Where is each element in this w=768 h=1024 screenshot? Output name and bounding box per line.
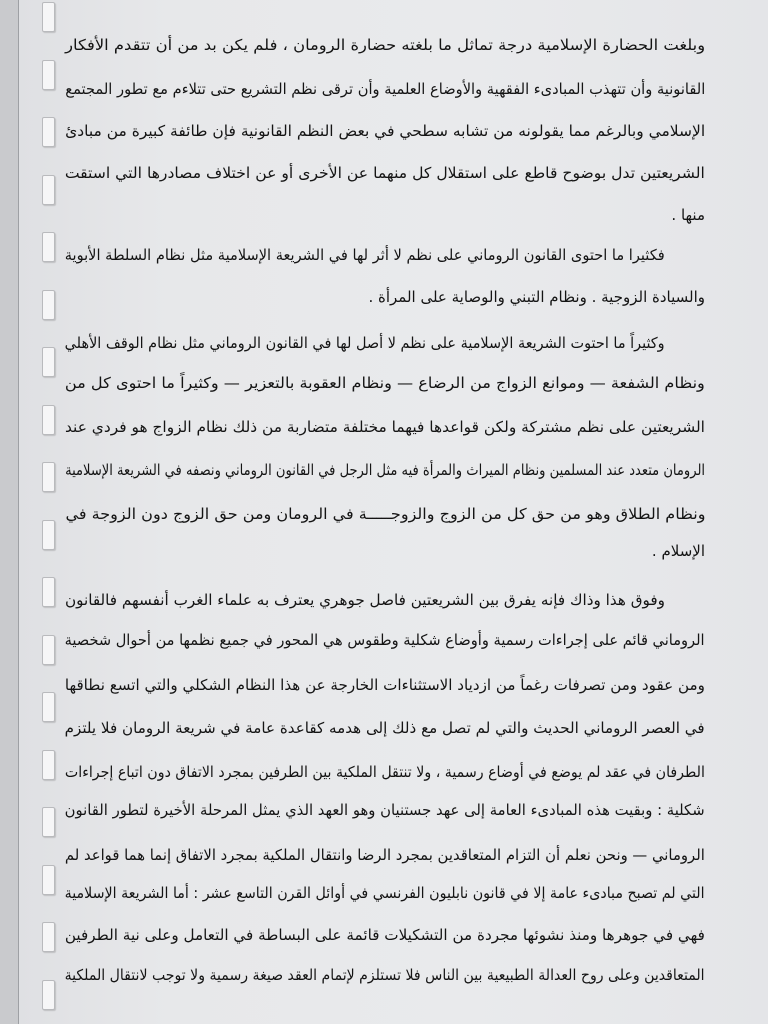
text-line	[65, 242, 665, 268]
binder-tab	[42, 60, 55, 90]
text-line-content: فكثيرا ما احتوى القانون الروماني على نظم لا أثر لها في الشريعة الإسلامية مثل نظام السلطة الأبوية	[65, 246, 665, 264]
text-line-content: وفوق هذا وذاك فإنه يفرق بين الشريعتين فاصل جوهري يعترف به علماء الغرب أنفسهم فالقانون	[65, 591, 665, 609]
text-line-content: الشريعتين على نظم مشتركة ولكن قواعدها فيهما مختلفة متضاربة من ذلك نظام الزواج هو فردي عند	[65, 418, 705, 436]
text-line-content: المتعاقدين وعلى روح العدالة الطبيعية بين الناس فلا تستلزم لإتمام العقد صيغة رسمية ولا توجب لانتقال الملكية	[65, 966, 705, 984]
binder-tab	[42, 462, 55, 492]
text-line-content: ومن عقود ومن تصرفات رغماً من ازدياد الاستثناءات الخارجة عن هذا النظام الشكلي والتي اتسع نطاقها	[65, 676, 705, 694]
text-line-content: القانونية وأن تتهذب المبادىء الفقهية والأوضاع العلمية وأن ترقى نظم التشريع حتى تتلاءم مع تطور المجتمع	[65, 80, 705, 98]
binder-tab	[42, 807, 55, 837]
text-line	[65, 284, 705, 310]
text-line-content: ونظام الطلاق وهو من حق كل من الزوج والزوجـــــة في الرومان ومن حق الزوج دون الزوجة في	[65, 505, 705, 523]
text-line-content: شكلية : وبقيت هذه المبادىء العامة إلى عهد جستنيان وهو العهد الذي يمثل المرحلة الأخيرة لتطور القانون	[65, 801, 705, 819]
binder-tab	[42, 175, 55, 205]
text-line	[65, 202, 705, 228]
text-line-content: التي لم تصبح مبادىء عامة إلا في قانون نابليون الفرنسي في أوائل القرن التاسع عشر : أما الشريعة الإسلامية	[65, 884, 705, 902]
text-line	[65, 160, 705, 186]
text-line-content: الرومان متعدد عند المسلمين ونظام الميراث والمرأة فيه مثل الرجل في القانون الروماني ونصفه في الشريعة الإسلامية	[65, 461, 705, 479]
binder-tab	[42, 577, 55, 607]
text-line-content: وكثيراً ما احتوت الشريعة الإسلامية على نظم لا أصل لها في القانون الروماني مثل نظام الوقف الأهلي	[65, 334, 665, 352]
binder-tab	[42, 750, 55, 780]
text-line-content: منها .	[671, 206, 705, 224]
text-line	[65, 457, 705, 483]
text-line	[65, 330, 665, 356]
text-line-content: الروماني قائم على إجراءات رسمية وأوضاع شكلية وطقوس هي المحور في جميع نظمها من أحوال شخصية	[65, 631, 705, 649]
binder-tab	[42, 290, 55, 320]
text-line-content: فهي في جوهرها ومنذ نشوئها مجردة من التشكيلات قائمة على البساطة في التعامل وعلى نية الطرفين	[65, 926, 705, 944]
text-line	[65, 627, 705, 653]
text-line	[65, 76, 705, 102]
binder-tab	[42, 405, 55, 435]
text-line	[65, 414, 705, 440]
text-line	[65, 715, 705, 741]
text-line	[65, 118, 705, 144]
binder-tab	[42, 2, 55, 32]
text-line-content: الطرفان في عقد لم يوضع في أوضاع رسمية ، ولا تنتقل الملكية بين الطرفين بمجرد الاتفاق دون اتباع إجراءات	[65, 763, 705, 781]
text-line	[65, 962, 705, 988]
text-line	[65, 538, 705, 564]
text-line	[65, 759, 705, 785]
text-line	[65, 32, 705, 58]
text-line	[65, 842, 705, 868]
text-line	[65, 797, 705, 823]
text-line-content: الإسلامي وبالرغم مما يقولونه من تشابه سطحي في بعض النظم القانونية فإن طائفة كبيرة من مبادئ	[65, 122, 705, 140]
text-line-content: الشريعتين تدل بوضوح قاطع على استقلال كل منهما عن الأخرى أو عن اختلاف مصادرها التي استقت	[65, 164, 705, 182]
text-line-content: وبلغت الحضارة الإسلامية درجة تماثل ما بلغته حضارة الرومان ، فلم يكن بد من أن تتقدم الأفكار	[65, 36, 705, 54]
binder-tab	[42, 692, 55, 722]
text-line	[65, 922, 705, 948]
text-line-content: ونظام الشفعة — وموانع الزواج من الرضاع — ونظام العقوبة بالتعزير — وكثيراً ما احتوى كل من	[65, 374, 705, 392]
binder-tab	[42, 520, 55, 550]
binder-tab	[42, 117, 55, 147]
binder-tab	[42, 347, 55, 377]
text-line	[65, 501, 705, 527]
text-line-content: في العصر الروماني الحديث والتي لم تصل مع ذلك إلى هدمه كقاعدة عامة في شريعة الرومان فلا يلتزم	[65, 719, 705, 737]
text-line	[65, 880, 705, 906]
text-line	[65, 370, 705, 396]
text-line	[65, 587, 665, 613]
text-line-content: والسيادة الزوجية . ونظام التبني والوصاية على المرأة .	[368, 288, 705, 306]
binder-tab	[42, 922, 55, 952]
page-text	[60, 0, 768, 1024]
binder-tab	[42, 232, 55, 262]
text-line-content: الروماني — ونحن نعلم أن التزام المتعاقدين بمجرد الرضا وانتقال الملكية بمجرد الاتفاق إنما هما قواعد لم	[65, 846, 705, 864]
text-line-content: الإسلام .	[651, 542, 705, 560]
text-line	[65, 672, 705, 698]
binder-tab	[42, 865, 55, 895]
binder-tab	[42, 635, 55, 665]
binder-tab	[42, 980, 55, 1010]
scanner-edge	[0, 0, 19, 1024]
